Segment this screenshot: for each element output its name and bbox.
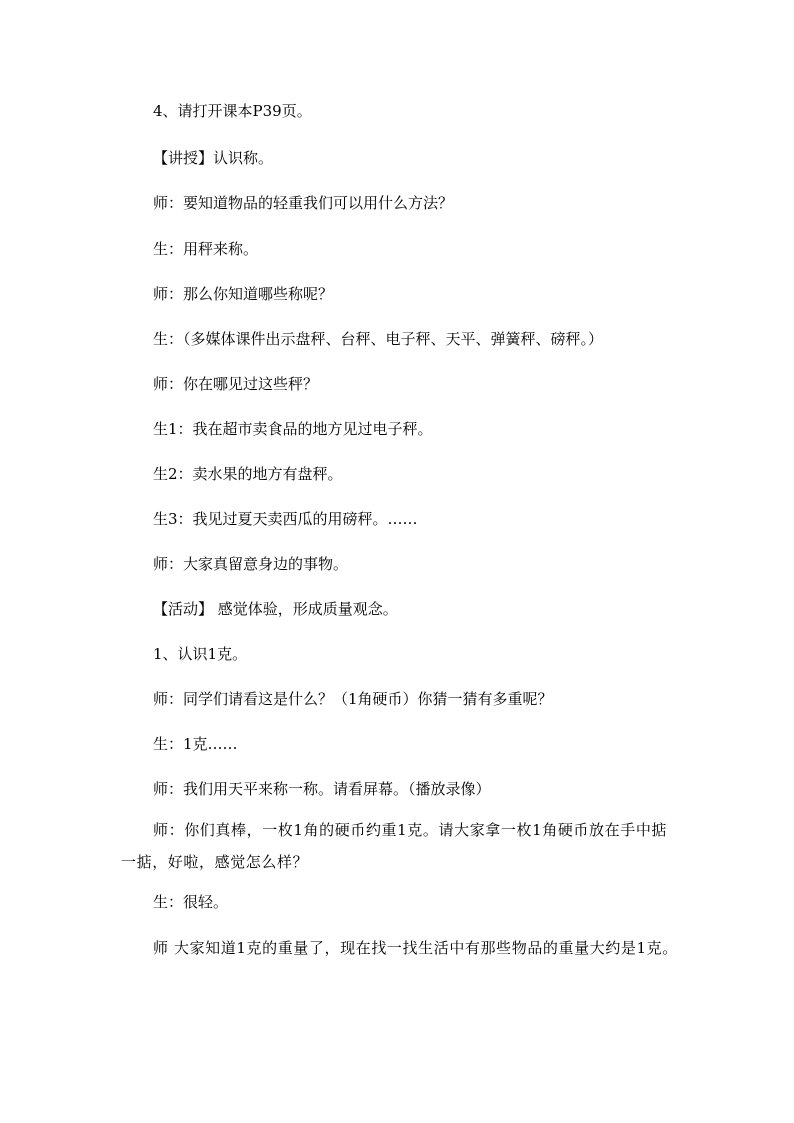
paragraph-know-1-gram: 1、认识1克。 [153, 645, 248, 663]
paragraph-teacher-question-where: 师：你在哪见过这些秤？ [153, 375, 319, 393]
paragraph-teacher-praise: 师：大家真留意身边的事物。 [153, 555, 349, 573]
paragraph-teacher-question-method: 师：要知道物品的轻重我们可以用什么方法？ [153, 194, 454, 212]
paragraph-teacher-find-items: 师 大家知道1克的重量了，现在找一找生活中有那些物品的重量大约是1克。 [153, 939, 678, 957]
paragraph-student-light: 生：很轻。 [153, 893, 229, 911]
paragraph-teacher-balance: 师：我们用天平来称一称。请看屏幕。（播放录像） [153, 780, 491, 798]
paragraph-teacher-weigh-coin: 师：你们真棒，一枚1角的硬币约重1克。请大家拿一枚1角硬币放在手中掂一掂，好啦，感觉怎么样？ [121, 821, 668, 871]
paragraph-student-1: 生1：我在超市卖食品的地方见过电子秤。 [153, 420, 433, 438]
paragraph-teacher-coin: 师：同学们请看这是什么？（1角硬币）你猜一猜有多重呢？ [153, 690, 553, 708]
paragraph-lecture-heading: 【讲授】认识称。 [153, 149, 274, 167]
paragraph-student-2: 生2：卖水果的地方有盘秤。 [153, 465, 343, 483]
paragraph-student-1-gram: 生：1克…… [153, 735, 238, 753]
paragraph-teacher-question-which: 师：那么你知道哪些称呢？ [153, 285, 334, 303]
paragraph-student-answer-scale: 生：用秤来称。 [153, 240, 259, 258]
paragraph-student-3: 生3：我见过夏天卖西瓜的用磅秤。…… [153, 510, 418, 528]
paragraph-open-textbook: 4、请打开课本P39页。 [153, 102, 312, 120]
paragraph-student-multimedia: 生：（多媒体课件出示盘秤、台秤、电子秤、天平、弹簧秤、磅秤。） [153, 330, 604, 348]
paragraph-activity-heading: 【活动】 感觉体验，形成质量观念。 [153, 600, 398, 618]
